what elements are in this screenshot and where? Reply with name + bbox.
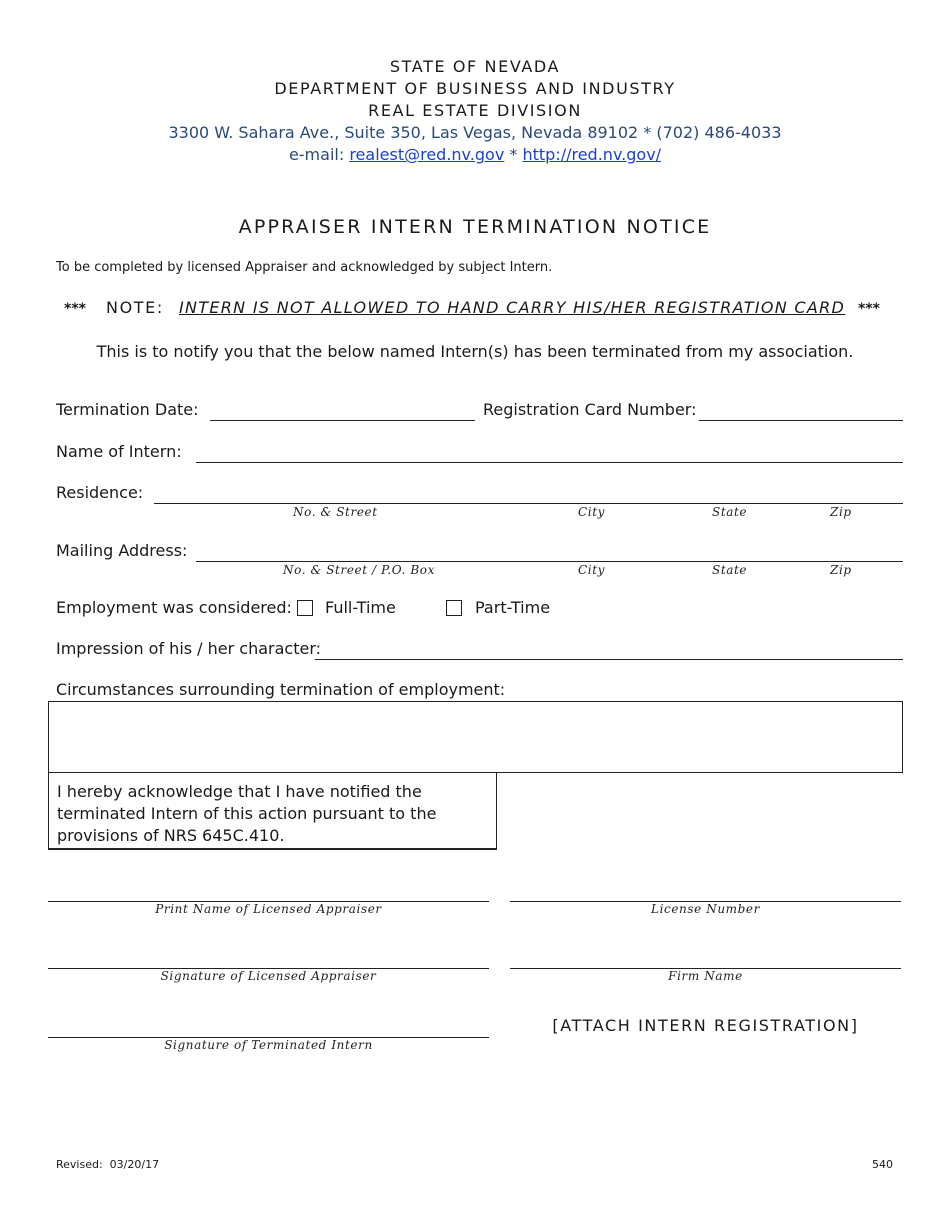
residence-label: Residence: (56, 483, 144, 502)
note-text: INTERN IS NOT ALLOWED TO HAND CARRY HIS/HER REGISTRATION CARD (179, 298, 846, 317)
form-instruction: To be completed by licensed Appraiser and acknowledged by subject Intern. (56, 260, 553, 275)
website-link[interactable]: http://red.nv.gov/ (522, 145, 662, 164)
agency-state: STATE OF NEVADA (389, 57, 561, 76)
note-label: NOTE: (106, 298, 164, 317)
mailing-address-field[interactable] (196, 561, 903, 562)
agency-contact (0, 145, 950, 164)
circumstances-textarea[interactable] (48, 701, 903, 773)
email-link[interactable]: realest@red.nv.gov (349, 145, 505, 164)
part-time-label: Part-Time (475, 598, 551, 617)
part-time-checkbox[interactable] (446, 600, 462, 616)
signature-intern-caption: Signature of Terminated Intern (164, 1038, 373, 1052)
mailing-address-label: Mailing Address: (56, 541, 188, 560)
name-of-intern-field[interactable] (196, 462, 903, 463)
termination-date-field[interactable] (210, 420, 475, 421)
email-prefix: e-mail: (288, 145, 345, 164)
contact-separator: * (509, 145, 518, 164)
full-time-label: Full-Time (325, 598, 396, 617)
full-time-checkbox[interactable] (297, 600, 313, 616)
mailing-city-caption: City (578, 563, 606, 577)
agency-address: 3300 W. Sahara Ave., Suite 350, Las Vegas, Nevada 89102 * (702) 486-4033 (168, 123, 782, 142)
termination-date-label: Termination Date: (56, 400, 199, 419)
registration-card-number-label: Registration Card Number: (483, 400, 697, 419)
circumstances-label: Circumstances surrounding termination of employment: (56, 680, 506, 699)
residence-street-caption: No. & Street (293, 505, 378, 519)
note-stars-right: *** (858, 301, 880, 317)
residence-field[interactable] (154, 503, 903, 504)
mailing-state-caption: State (712, 563, 748, 577)
notify-text: This is to notify you that the below named Intern(s) has been terminated from my association. (96, 342, 854, 361)
print-name-caption: Print Name of Licensed Appraiser (155, 902, 382, 916)
note-stars-left: *** (64, 301, 86, 317)
mailing-street-caption: No. & Street / P.O. Box (283, 563, 435, 577)
impression-label: Impression of his / her character: (56, 639, 322, 658)
firm-name-caption: Firm Name (668, 969, 743, 983)
agency-division: REAL ESTATE DIVISION (368, 101, 582, 120)
license-number-caption: License Number (651, 902, 760, 916)
mailing-zip-caption: Zip (830, 563, 852, 577)
registration-card-number-field[interactable] (699, 420, 903, 421)
form-title: APPRAISER INTERN TERMINATION NOTICE (238, 216, 712, 238)
form-number: 540 (872, 1158, 893, 1171)
acknowledgement-box: I hereby acknowledge that I have notified the terminated Intern of this action pursuant to the provisions of NRS 645C.410. (48, 773, 497, 850)
residence-city-caption: City (578, 505, 606, 519)
impression-field[interactable] (315, 659, 903, 660)
name-of-intern-label: Name of Intern: (56, 442, 182, 461)
signature-appraiser-caption: Signature of Licensed Appraiser (160, 969, 377, 983)
attach-registration-note: [ATTACH INTERN REGISTRATION] (552, 1016, 859, 1035)
employment-label: Employment was considered: (56, 598, 292, 617)
revised-date: Revised: 03/20/17 (56, 1158, 160, 1171)
residence-zip-caption: Zip (830, 505, 852, 519)
agency-department: DEPARTMENT OF BUSINESS AND INDUSTRY (274, 79, 676, 98)
residence-state-caption: State (712, 505, 748, 519)
